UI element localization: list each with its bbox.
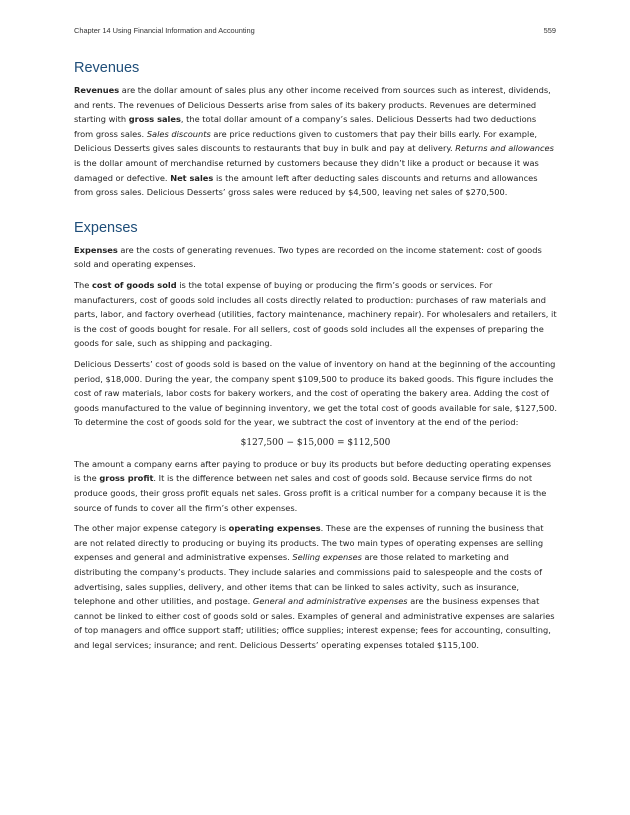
section-revenues <box>74 58 557 200</box>
text-span: are the costs of generating revenues. Two types are recorded on the income statement: cost of goods sold and operating expenses. <box>74 244 542 270</box>
term-net-sales: Net sales <box>170 172 214 183</box>
heading-revenues: Revenues <box>74 60 140 76</box>
paragraph-revenues <box>74 83 557 200</box>
text-span: are those related to marketing and distributing the company’s products. They include salaries and commissions paid to salespeople and the costs of advertising, sales supplies, delivery, and other items that can be linked to sales activity, such as insurance, telephone and other utilities, and postage. <box>74 552 542 607</box>
text-span: The amount a company earns after paying to produce or buy its products but before deducting operating expenses is the <box>74 458 552 484</box>
text-span: is the dollar amount of merchandise returned by customers because they didn’t like a product or because it was damaged or defective. <box>74 157 539 183</box>
page-content <box>74 58 557 659</box>
term-returns-allowances: Returns and allowances <box>455 143 554 154</box>
text-span: is the total expense of buying or producing the firm’s goods or services. For manufacturers, cost of goods sold includes all costs directly related to production: purchases of raw materials and parts, labor, and factory overhead (utilities, factory maintenance, machinery repair). For wholesalers and retailers, it is the cost of goods bought for resale. For all sellers, cost of goods sold includes all the expenses of preparing the goods for sale, such as shipping and packaging. <box>74 279 557 349</box>
text-span: is the amount left after deducting sales discounts and returns and allowances from gross sales. Delicious Desserts’ gross sales were reduced by $4,500, leaving net sales of $270,500. <box>74 172 538 198</box>
term-revenues: Revenues <box>74 85 120 95</box>
term-gross-profit: gross profit <box>99 473 154 484</box>
text-span: are the dollar amount of sales plus any other income received from sources such as interest, dividends, and rents. The revenues of Delicious Desserts arise from sales of its bakery products. Revenues are determined starting with <box>74 85 551 125</box>
term-sales-discounts: Sales discounts <box>146 128 211 139</box>
paragraph-delicious-desserts-cogs: Delicious Desserts’ cost of goods sold is based on the value of inventory on hand at the beginning of the accounting period, $18,000. During the year, the company spent $109,500 to produce its baked goods. This figure includes the cost of raw materials, labor costs for bakery workers, and the cost of operating the bakery area. Adding the cost of goods manufactured to the value of beginning inventory, we get the total cost of goods available for sale, $127,500. To determine the cost of goods sold for the year, we subtract the cost of inventory at the end of the period: <box>74 358 557 428</box>
text-span: are the business expenses that cannot be linked to either cost of goods sold or sales. Examples of general and administrative expenses are salaries of top managers and office support staff; utilities; office supplies; interest expense; fees for accounting, consulting, and legal services; insurance; and rent. Delicious Desserts’ operating expenses totaled $115,100. <box>74 596 555 650</box>
text-span: The <box>74 279 92 290</box>
text-span: . It is the difference between net sales and cost of goods sold. Because service firms do not produce goods, their gross profit equals net sales. Gross profit is a critical number for a company because it is the source of funds to cover all the firm’s other expenses. <box>74 473 547 513</box>
text-span: are price reductions given to customers that pay their bills early. For example, Delicious Desserts gives sales discounts to restaurants that buy in bulk and pay at delivery. <box>74 128 538 154</box>
paragraph-cost-of-goods-sold <box>74 278 557 351</box>
term-cost-of-goods-sold: cost of goods sold <box>91 279 177 290</box>
chapter-title: Chapter 14 Using Financial Information and Accounting <box>74 26 255 35</box>
section-expenses <box>74 218 557 653</box>
heading-expenses: Expenses <box>74 219 138 236</box>
paragraph-gross-profit <box>74 457 557 515</box>
page-number: 559 <box>543 26 556 35</box>
paragraph-operating-expenses <box>74 521 557 652</box>
term-expenses: Expenses <box>74 244 118 255</box>
term-general-admin-expenses: General and administrative expenses <box>252 596 408 607</box>
paragraph-expenses-intro <box>74 243 557 272</box>
text-span: The other major expense category is <box>74 523 229 534</box>
text-span: , the total dollar amount of a company’s sales. Delicious Desserts had two deductions from gross sales. <box>74 114 537 139</box>
term-operating-expenses: operating expenses <box>228 523 321 534</box>
equation: $127,500 − $15,000 = $112,500 <box>240 437 391 448</box>
term-selling-expenses: Selling expenses <box>292 552 362 563</box>
running-header <box>74 26 556 38</box>
term-gross-sales: gross sales <box>128 114 181 125</box>
text-span: . These are the expenses of running the business that are not related directly to producing or buying its products. The two main types of operating expenses are selling expenses and general and administrative expenses. <box>74 523 544 563</box>
